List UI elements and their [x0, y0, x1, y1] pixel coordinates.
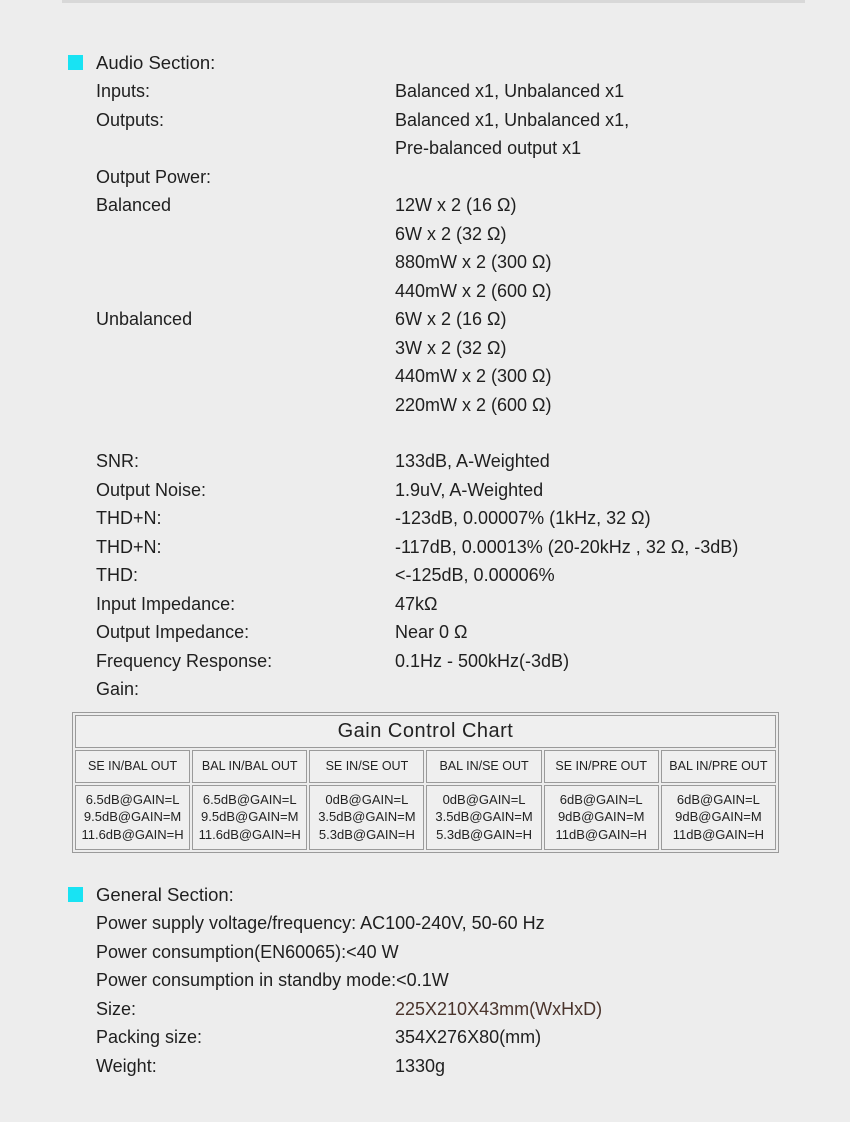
spec-value: Balanced x1, Unbalanced x1,	[395, 109, 630, 130]
gain-value: 3.5dB@GAIN=M	[435, 809, 533, 824]
spec-row	[96, 248, 850, 277]
gain-table-data-row	[75, 785, 776, 851]
gain-col-header: SE IN/PRE OUT	[544, 750, 659, 783]
spec-row	[96, 447, 850, 476]
spec-label: Inputs:	[96, 81, 151, 101]
spec-row	[96, 590, 850, 619]
spec-label: Output Noise:	[96, 479, 207, 500]
spec-label: Unbalanced	[96, 309, 193, 329]
gain-value: 5.3dB@GAIN=H	[436, 826, 533, 842]
section-bullet-icon	[68, 887, 83, 902]
spec-row	[96, 618, 850, 647]
gain-cell	[426, 785, 541, 851]
gain-cell	[309, 785, 424, 851]
spec-value: 354X276X80(mm)	[395, 1027, 542, 1047]
spec-row	[96, 191, 850, 220]
audio-section-title: Audio Section:	[96, 51, 216, 73]
spec-value: 47kΩ	[395, 593, 438, 614]
spec-label	[96, 391, 395, 420]
spec-value: -117dB, 0.00013% (20-20kHz , 32 Ω, -3dB)	[395, 536, 739, 557]
spec-row	[96, 533, 850, 562]
spec-label: THD+N:	[96, 508, 162, 528]
gain-value: 11.6dB@GAIN=H	[198, 826, 301, 842]
spec-label	[96, 248, 395, 277]
general-section-title: General Section:	[96, 883, 234, 905]
gain-value: 9.5dB@GAIN=M	[83, 809, 182, 824]
gain-value: 9dB@GAIN=M	[675, 809, 762, 824]
spec-label: Weight:	[96, 1055, 157, 1076]
spec-label: Power supply voltage/frequency: AC100-240V, 50-60 Hz	[96, 913, 545, 933]
spec-value: 880mW x 2 (300 Ω)	[395, 252, 552, 272]
spec-label: Outputs:	[96, 109, 165, 130]
spec-row	[96, 106, 850, 135]
gain-col-header: BAL IN/BAL OUT	[192, 750, 307, 783]
gain-cell	[75, 785, 190, 851]
gain-cell	[544, 785, 659, 851]
general-section-heading	[68, 880, 850, 909]
spec-label: THD+N:	[96, 536, 162, 557]
spec-value: 440mW x 2 (600 Ω)	[395, 280, 552, 301]
spec-row	[96, 647, 850, 676]
spec-label: Frequency Response:	[96, 650, 273, 671]
spec-value: Balanced x1, Unbalanced x1	[395, 81, 625, 101]
spec-value: 1.9uV, A-Weighted	[395, 479, 544, 500]
spec-row	[96, 277, 850, 306]
spec-value: Pre-balanced output x1	[395, 138, 582, 158]
spec-value: 1330g	[395, 1055, 446, 1076]
gain-table-header-row	[75, 750, 776, 783]
spec-row	[96, 1052, 850, 1081]
spec-row	[96, 220, 850, 249]
spec-row	[96, 938, 850, 967]
spec-label: Packing size:	[96, 1027, 203, 1047]
spec-label: THD:	[96, 565, 138, 585]
spec-value: Near 0 Ω	[395, 622, 468, 642]
spec-row	[96, 476, 850, 505]
spec-value: 133dB, A-Weighted	[395, 451, 550, 471]
spec-label: Size:	[96, 998, 137, 1019]
spec-label: Output Impedance:	[96, 622, 250, 642]
spec-label: Power consumption in standby mode:<0.1W	[96, 970, 449, 990]
spec-label: Gain:	[96, 679, 140, 699]
spec-label	[96, 362, 395, 391]
spec-value: 0.1Hz - 500kHz(-3dB)	[395, 650, 570, 671]
spec-row	[96, 305, 850, 334]
section-bullet-icon	[68, 55, 83, 70]
gain-value: 0dB@GAIN=L	[442, 791, 526, 807]
gain-control-table	[72, 712, 779, 854]
gain-value: 6dB@GAIN=L	[559, 791, 643, 807]
spec-label	[96, 277, 395, 306]
gain-value: 9dB@GAIN=M	[557, 809, 645, 824]
gain-col-header: BAL IN/PRE OUT	[661, 750, 776, 783]
gain-value: 6.5dB@GAIN=L	[85, 791, 180, 807]
spec-value: 220mW x 2 (600 Ω)	[395, 394, 552, 415]
spec-label	[96, 134, 395, 163]
spec-label: SNR:	[96, 451, 140, 471]
spec-row	[96, 504, 850, 533]
gain-table-title-row	[75, 715, 776, 748]
spec-value: 6W x 2 (32 Ω)	[395, 223, 507, 244]
spec-row	[96, 334, 850, 363]
spec-row	[96, 966, 850, 995]
spec-label	[96, 334, 395, 363]
gain-value: 9.5dB@GAIN=M	[201, 809, 299, 824]
gain-col-header: SE IN/BAL OUT	[75, 750, 190, 783]
gain-col-header: SE IN/SE OUT	[309, 750, 424, 783]
spec-value: 12W x 2 (16 Ω)	[395, 195, 517, 215]
gain-value: 3.5dB@GAIN=M	[318, 809, 416, 824]
spec-label: Power consumption(EN60065):<40 W	[96, 941, 399, 962]
spec-row	[96, 995, 850, 1024]
spec-row	[96, 561, 850, 590]
spec-value: <-125dB, 0.00006%	[395, 565, 555, 585]
spec-value: -123dB, 0.00007% (1kHz, 32 Ω)	[395, 508, 651, 528]
gain-value: 11.6dB@GAIN=H	[81, 826, 184, 842]
spec-value: 3W x 2 (32 Ω)	[395, 337, 507, 358]
gain-value: 11dB@GAIN=H	[555, 826, 647, 842]
gain-value: 6dB@GAIN=L	[676, 791, 760, 807]
size-value: 225X210X43mm(WxHxD)	[395, 998, 603, 1019]
spec-row	[96, 77, 850, 106]
spec-row	[96, 391, 850, 420]
spec-label	[96, 220, 395, 249]
top-divider	[62, 0, 805, 3]
gain-cell	[192, 785, 307, 851]
spec-label: Output Power:	[96, 166, 212, 187]
gain-value: 0dB@GAIN=L	[325, 791, 409, 807]
gain-cell	[661, 785, 776, 851]
spec-row	[96, 1023, 850, 1052]
spec-row	[96, 134, 850, 163]
gain-value: 6.5dB@GAIN=L	[202, 791, 297, 807]
gain-col-header: BAL IN/SE OUT	[426, 750, 541, 783]
spec-row	[96, 675, 850, 704]
spec-row	[96, 362, 850, 391]
spec-label: Balanced	[96, 195, 172, 215]
gain-table-title: Gain Control Chart	[75, 715, 776, 748]
audio-section-heading	[68, 48, 850, 77]
spec-value: 6W x 2 (16 Ω)	[395, 309, 507, 329]
general-section	[0, 880, 850, 1080]
spec-row	[96, 163, 850, 192]
spec-value: 440mW x 2 (300 Ω)	[395, 366, 552, 386]
spec-row	[96, 909, 850, 938]
gain-value: 5.3dB@GAIN=H	[318, 826, 415, 842]
gain-value: 11dB@GAIN=H	[672, 826, 765, 842]
spec-label: Input Impedance:	[96, 593, 236, 614]
audio-section	[0, 48, 850, 704]
